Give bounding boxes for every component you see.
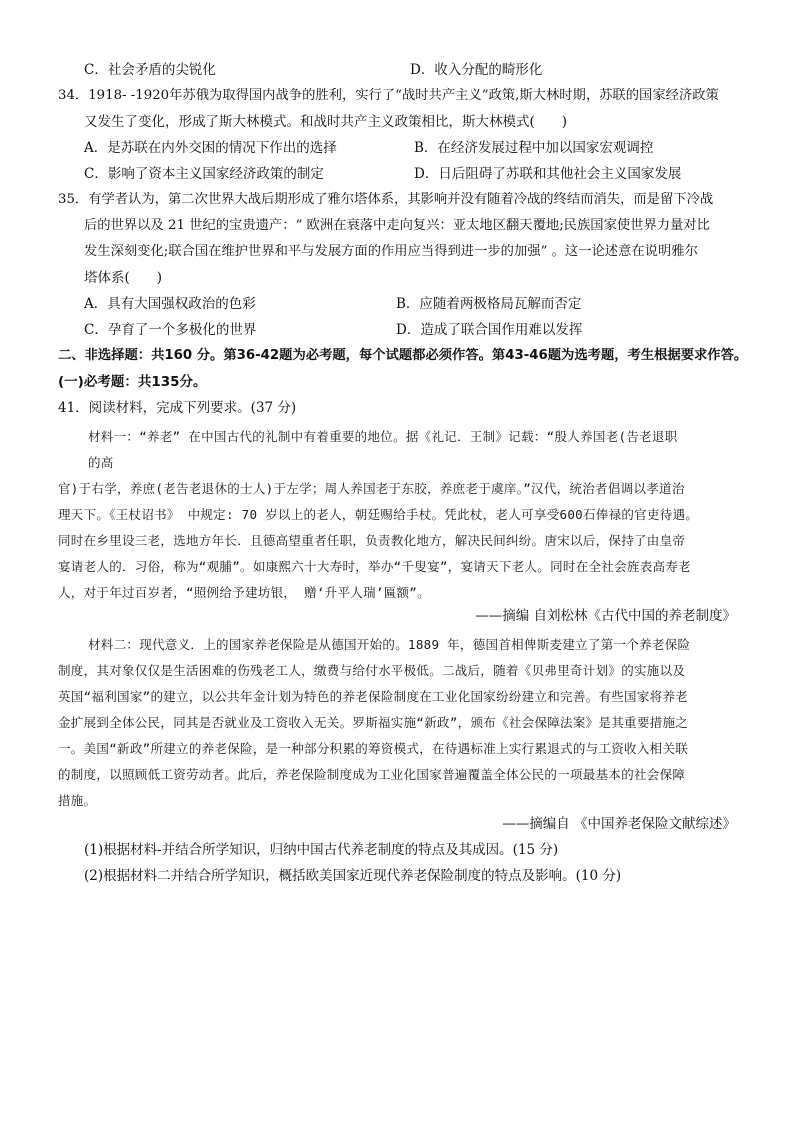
q41-requirement-2: (2)根据材料二并结合所学知识，概括欧美国家近现代养老保险制度的特点及影响。(10 分) <box>84 868 622 884</box>
material-2-line-1: 材料二：现代意义．上的国家养老保险是从德国开始的。1889 年，德国首相俾斯麦建立了第一个养老保险 <box>88 637 691 652</box>
material-2-line-3: 英国“福利国家”的建立，以公共年金计划为特色的养老保险制度在工业化国家纷纷建立和完善。有些国家将养老 <box>58 689 689 704</box>
q35-stem-line-2: 后的世界以及 21 世纪的宝贵遗产：“ 欧洲在衰落中走向复兴：亚太地区翻天覆地;民族国家使世界力量对比 <box>84 218 710 233</box>
q34-stem-line-2: 又发生了变化，形成了斯大林模式。和战时共产主义政策相比，斯大林模式( ) <box>84 114 568 130</box>
q34-option-c: C．影响了资本主义国家经济政策的制定 <box>84 166 324 182</box>
q35-stem-line-1: 35．有学者认为，第二次世界大战后期形成了雅尔塔体系，其影响并没有随着冷战的终结而消失，而是留下冷战 <box>58 192 714 207</box>
material-1-line-4: 理天下。《王杖诏书》 中规定: 70 岁以上的老人，朝廷赐给手杖。凭此杖，老人可享受600石俸禄的官吏待遇。 <box>58 507 699 522</box>
q35-stem-line-3: 发生深刻变化;联合国在维护世界和平与发展方面的作用应当得到进一步的加强” 。这一论述意在说明雅尔 <box>84 244 698 259</box>
material-2-line-7: 措施。 <box>58 793 97 808</box>
material-1-line-2: 的高 <box>88 455 114 470</box>
q35-stem-line-4: 塔体系( ) <box>84 270 163 286</box>
material-2-line-4: 金扩展到全体公民，同其是否就业及工资收入无关。罗斯福实施“新政”，颁布《社会保障法案》是其重要措施之 <box>58 715 689 730</box>
material-2-line-5: 一。美国“新政”所建立的养老保险，是一种部分积累的筹资模式，在待遇标准上实行累退式的与工资收入相关联 <box>58 741 689 756</box>
material-1-line-6: 宴请老人的．习俗，称为“观脯”。如康熙六十大寿时，举办“千叟宴”，宴请天下老人。同时在全社会旌表高寿老 <box>58 559 691 574</box>
q35-option-c: C．孕育了一个多极化的世界 <box>84 322 257 338</box>
material-2-line-2: 制度，其对象仅仅是生活困难的伤残老工人，缴费与给付水平极低。二战后，随着《贝弗里奇计划》的实施以及 <box>58 663 686 678</box>
section-2-heading: 二、非选择题：共160 分。第36-42题为必考题，每个试题都必须作答。第43-46题为选考题，考生根据要求作答。 <box>58 348 748 363</box>
material-1-source: ——摘编 自刘松林《古代中国的养老制度》 <box>475 608 736 624</box>
q34-option-a: A．是苏联在内外交困的情况下作出的选择 <box>84 140 337 156</box>
material-2-source: ——摘编自 《中国养老保险文献综述》 <box>502 816 736 832</box>
q34-stem-line-1: 34．1918- -1920年苏俄为取得国内战争的胜利，实行了“战时共产主义”政策,斯大林时期，苏联的国家经济政策 <box>58 88 719 103</box>
material-1-line-1: 材料一：“养老” 在中国古代的礼制中有着重要的地位。据《礼记．王制》记载：“殷人养国老(告老退职 <box>88 429 678 444</box>
q33-option-c: C．社会矛盾的尖锐化 <box>84 62 216 78</box>
q35-option-b: B．应随着两极格局瓦解而否定 <box>396 296 582 312</box>
section-2-subheading: (一)必考题：共135分。 <box>58 374 207 390</box>
material-1-line-5: 同时在乡里设三老，选地方年长．且德高望重者任职，负责教化地方，解决民间纠纷。唐宋以后，保持了由皇帝 <box>58 533 686 548</box>
q41-stem: 41．阅读材料，完成下列要求。(37 分) <box>58 400 297 416</box>
material-2-line-6: 的制度，以照顾低工资劳动者。此后，养老保险制度成为工业化国家普遍覆盖全体公民的一项最基本的社会保障 <box>58 767 686 782</box>
q33-option-d: D．收入分配的畸形化 <box>410 62 543 78</box>
q34-option-d: D．日后阻碍了苏联和其他社会主义国家发展 <box>414 166 682 182</box>
q34-option-b: B．在经济发展过程中加以国家宏观调控 <box>414 140 654 156</box>
q35-option-a: A．具有大国强权政治的色彩 <box>84 296 256 312</box>
material-1-line-7: 人，对于年过百岁者，“照例给予建坊银， 赠‘升平人瑞’匾额”。 <box>58 585 430 600</box>
q35-option-d: D．造成了联合国作用难以发挥 <box>396 322 583 338</box>
q41-requirement-1: (1)根据材料-并结合所学知识，归纳中国古代养老制度的特点及其成因。(15 分) <box>84 842 559 858</box>
material-1-line-3: 官)于右学，养庶(老告老退休的士人)于左学；周人养国老于东胶，养庶老于虞庠。”汉代，统治者倡调以孝道治 <box>58 481 685 496</box>
